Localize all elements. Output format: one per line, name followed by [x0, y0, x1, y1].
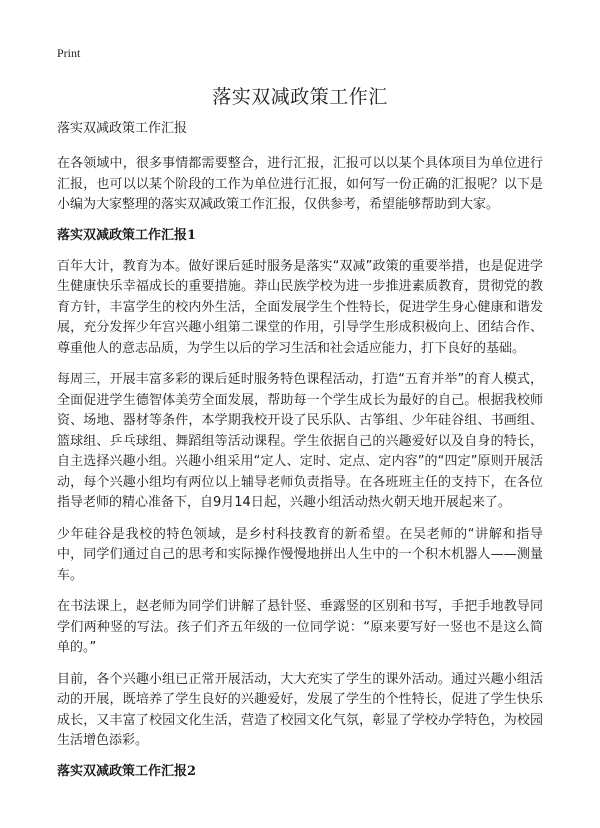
- paragraph: 在书法课上，赵老师为同学们讲解了悬针竖、垂露竖的区别和书写，手把手地教导同学们两种竖的写法。孩子们齐五年级的一位同学说：“原来要写好一竖也不是这么简单的。”: [57, 599, 543, 655]
- paragraph: 百年大计，教育为本。做好课后延时服务是落实“双减”政策的重要举措，也是促进学生健康快乐幸福成长的重要措施。莽山民族学校为进一步推进素质教育，贯彻党的教育方针，丰富学生的校内外生活，全面发展学生个性特长，促进学生身心健康和谐发展，充分发挥少年宫兴趣小组第二课堂的作用，引导学生形成积极向上、团结合作、尊重他人的意志品质，为学生以后的学习生活和社会适应能力，打下良好的基础。: [57, 258, 543, 356]
- section-heading-2: 落实双减政策工作汇报2: [57, 763, 197, 779]
- paragraph: 目前，各个兴趣小组已正常开展活动，大大充实了学生的课外活动。通过兴趣小组活动的开展，既培养了学生良好的兴趣爱好，发展了学生的个性特长，促进了学生快乐成长，又丰富了校园文化生活，营造了校园文化气氛，彰显了学校办学特色，为校园生活增色添彩。: [57, 671, 543, 748]
- paragraph: 每周三，开展丰富多彩的课后延时服务特色课程活动，打造“五育并举”的育人模式，全面促进学生德智体美劳全面发展，帮助每一个学生成长为最好的自己。根据我校师资、场地、器材等条件，本学期我校开设了民乐队、古筝组、少年硅谷组、书画组、篮球组、乒乓球组、舞蹈组等活动课程。学生依据自己的兴趣爱好以及自身的特长，自主选择兴趣小组。兴趣小组采用“定人、定时、定点、定内容”的“四定”原则开展活动，每个兴趣小组均有两位以上辅导老师负责指导。在各班班主任的支持下，在各位指导老师的精心准备下，自9月14日起，兴趣小组活动热火朝天地开展起来了。: [57, 372, 543, 510]
- print-link[interactable]: Print: [57, 46, 81, 60]
- section-heading-1: 落实双减政策工作汇报1: [57, 227, 197, 243]
- document-body: [57, 120, 543, 793]
- intro-paragraph: 在各领域中，很多事情都需要整合，进行汇报，汇报可以以某个具体项目为单位进行汇报，也可以以某个阶段的工作为单位进行汇报，如何写一份正确的汇报呢？以下是小编为大家整理的落实双减政策工作汇报，仅供参考，希望能够帮助到大家。: [57, 156, 543, 212]
- document-subtitle: 落实双减政策工作汇报: [57, 121, 188, 136]
- paragraph: 少年硅谷是我校的特色领域，是乡村科技教育的新希望。在吴老师的“讲解和指导中，同学们通过自己的思考和实际操作慢慢地拼出人生中的一个积木机器人——测量车。: [57, 526, 543, 583]
- page-title: 落实双减政策工作汇: [212, 86, 388, 108]
